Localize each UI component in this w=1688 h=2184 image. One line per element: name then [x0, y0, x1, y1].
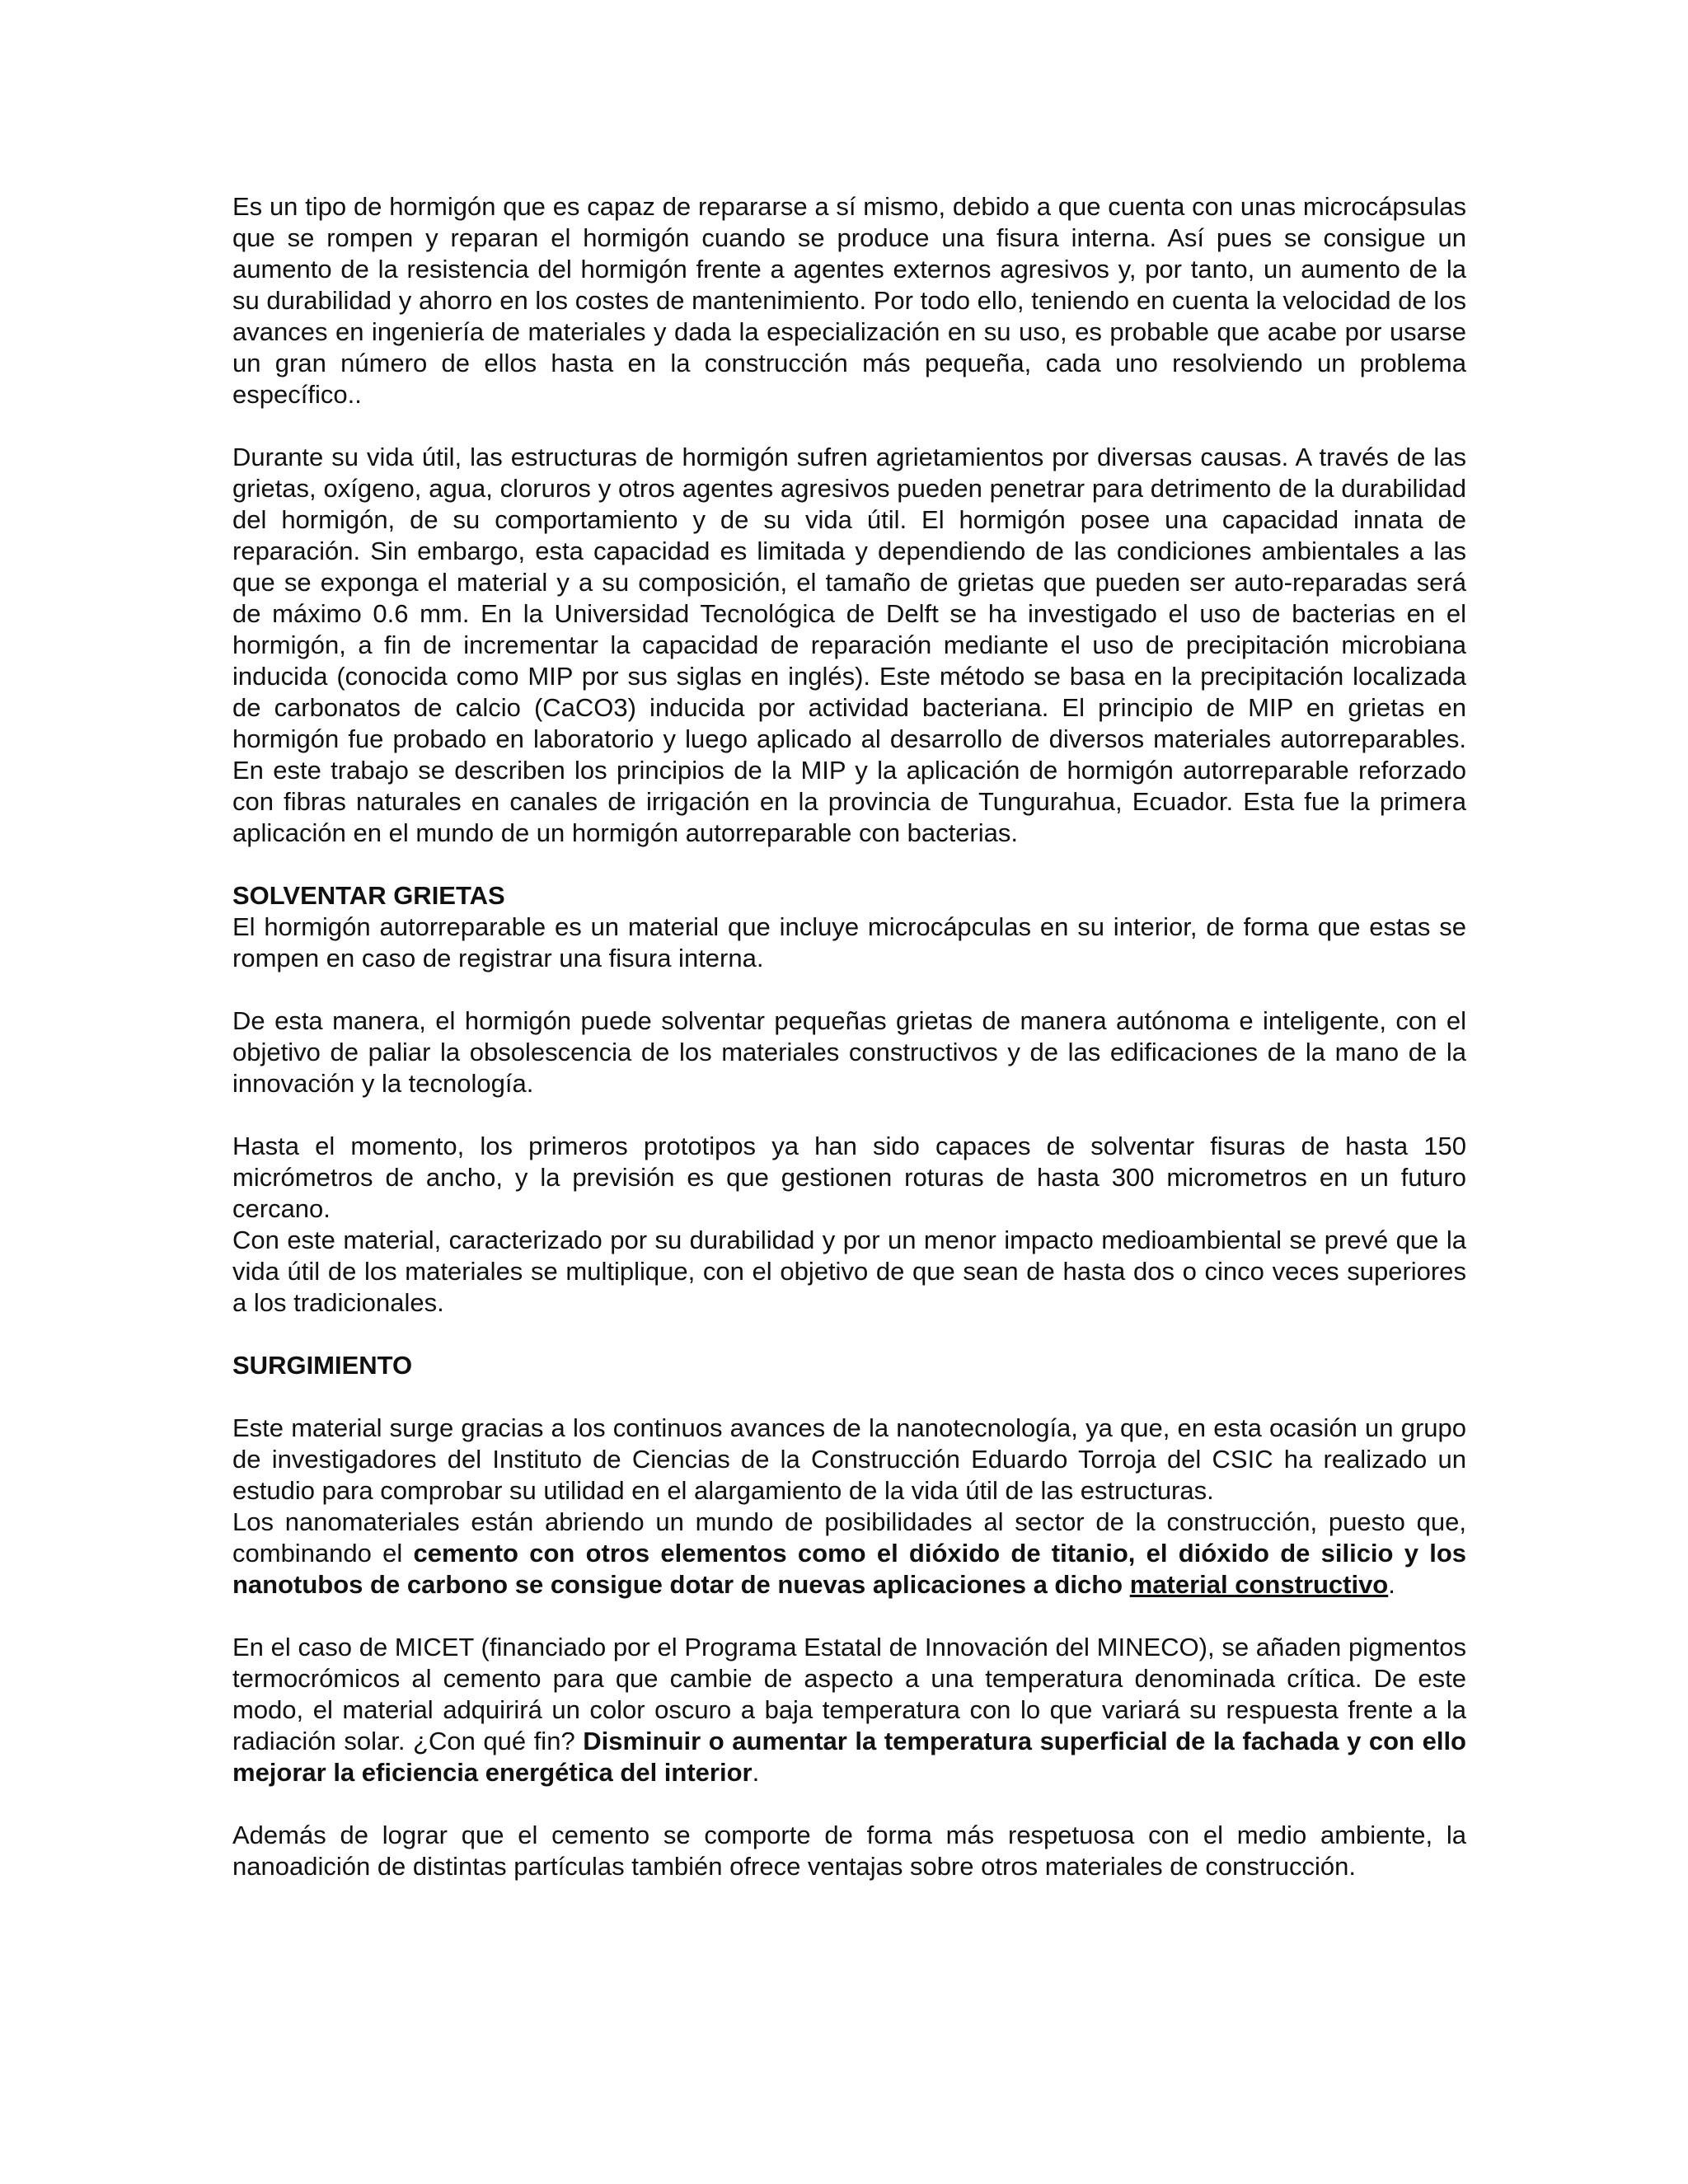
paragraph-microcapsules: El hormigón autorreparable es un material que incluye microcápculas en su interior, de forma que estas se rompen en caso de registrar una fisura interna.	[232, 912, 1466, 972]
heading-surgimiento: SURGIMIENTO	[232, 1351, 413, 1380]
paragraph-autonomous-repair: De esta manera, el hormigón puede solventar pequeñas grietas de manera autónoma e inteligente, con el objetivo de paliar la obsolescencia de los materiales constructivos y de las edificaciones de la mano de la innovación y la tecnología.	[232, 1006, 1466, 1098]
nanomaterials-text: Los nanomateriales están abriendo un mundo de posibilidades al sector de la construcción, puesto que, combinando el	[232, 1507, 1466, 1568]
nanomaterials-end: .	[1388, 1570, 1395, 1599]
paragraph-advantages: Además de lograr que el cemento se comporte de forma más respetuosa con el medio ambiente, la nanoadición de distintas partículas también ofrece ventajas sobre otros materiales de construcción.	[232, 1821, 1466, 1881]
paragraph-intro: Es un tipo de hormigón que es capaz de repararse a sí mismo, debido a que cuenta con unas microcápsulas que se rompen y reparan el hormigón cuando se produce una fisura interna. Así pues se consigue un aumento de la resistencia del hormigón frente a agentes externos agresivos y, por tanto, un aumento de la su durabilidad y ahorro en los costes de mantenimiento. Por todo ello, teniendo en cuenta la velocidad de los avances en ingeniería de materiales y dada la especialización en su uso, es probable que acabe por usarse un gran número de ellos hasta en la construcción más pequeña, cada uno resolviendo un problema específico..	[232, 192, 1466, 409]
paragraph-durability: Con este material, caracterizado por su durabilidad y por un menor impacto medioambiental se prevé que la vida útil de los materiales se multiplique, con el objetivo de que sean de hasta dos o cinco veces superiores a los tradicionales.	[232, 1226, 1466, 1317]
document-page	[232, 191, 1466, 1882]
paragraph-cracks-bacteria: Durante su vida útil, las estructuras de hormigón sufren agrietamientos por diversas causas. A través de las grietas, oxígeno, agua, cloruros y otros agentes agresivos pueden penetrar para detrimento de la durabilidad del hormigón, de su comportamiento y de su vida útil. El hormigón posee una capacidad innata de reparación. Sin embargo, esta capacidad es limitada y dependiendo de las condiciones ambientales a las que se exponga el material y a su composición, el tamaño de grietas que pueden ser auto-reparadas será de máximo 0.6 mm. En la Universidad Tecnológica de Delft se ha investigado el uso de bacterias en el hormigón, a fin de incrementar la capacidad de reparación mediante el uso de precipitación microbiana inducida (conocida como MIP por sus siglas en inglés). Este método se basa en la precipitación localizada de carbonatos de calcio (CaCO3) inducida por actividad bacteriana. El principio de MIP en grietas en hormigón fue probado en laboratorio y luego aplicado al desarrollo de diversos materiales autorreparables. En este trabajo se describen los principios de la MIP y la aplicación de hormigón autorreparable reforzado con fibras naturales en canales de irrigación en la provincia de Tungurahua, Ecuador. Esta fue la primera aplicación en el mundo de un hormigón autorreparable con bacterias.	[232, 443, 1466, 847]
heading-solventar-grietas: SOLVENTAR GRIETAS	[232, 881, 505, 910]
micet-end: .	[752, 1758, 760, 1787]
paragraph-nanotechnology: Este material surge gracias a los continuos avances de la nanotecnología, ya que, en esta ocasión un grupo de investigadores del Instituto de Ciencias de la Construcción Eduardo Torroja del CSIC ha realizado un estudio para comprobar su utilidad en el alargamiento de la vida útil de las estructuras.	[232, 1413, 1466, 1505]
paragraph-prototypes: Hasta el momento, los primeros prototipos ya han sido capaces de solventar fisuras de hasta 150 micrómetros de ancho, y la previsión es que gestionen roturas de hasta 300 micrometros en un futuro cercano.	[232, 1132, 1466, 1223]
micet-bold-text: Disminuir o aumentar la temperatura superficial de la fachada y con ello mejorar la eficiencia energética del interior	[232, 1727, 1466, 1787]
material-constructivo-link[interactable]: material constructivo	[1129, 1570, 1389, 1599]
micet-text: En el caso de MICET (financiado por el Programa Estatal de Innovación del MINECO), se añaden pigmentos termocrómicos al cemento para que cambie de aspecto a una temperatura denominada crítica. De este modo, el material adquirirá un color oscuro a baja temperatura con lo que variará su respuesta frente a la radiación solar. ¿Con qué fin?	[232, 1633, 1466, 1755]
paragraph-micet	[232, 1632, 1466, 1788]
nanomaterials-bold-text: cemento con otros elementos como el dióxido de titanio, el dióxido de silicio y los nanotubos de carbono se consigue dotar de nuevas aplicaciones a dicho	[232, 1539, 1466, 1599]
paragraph-nanomaterials	[232, 1507, 1466, 1601]
